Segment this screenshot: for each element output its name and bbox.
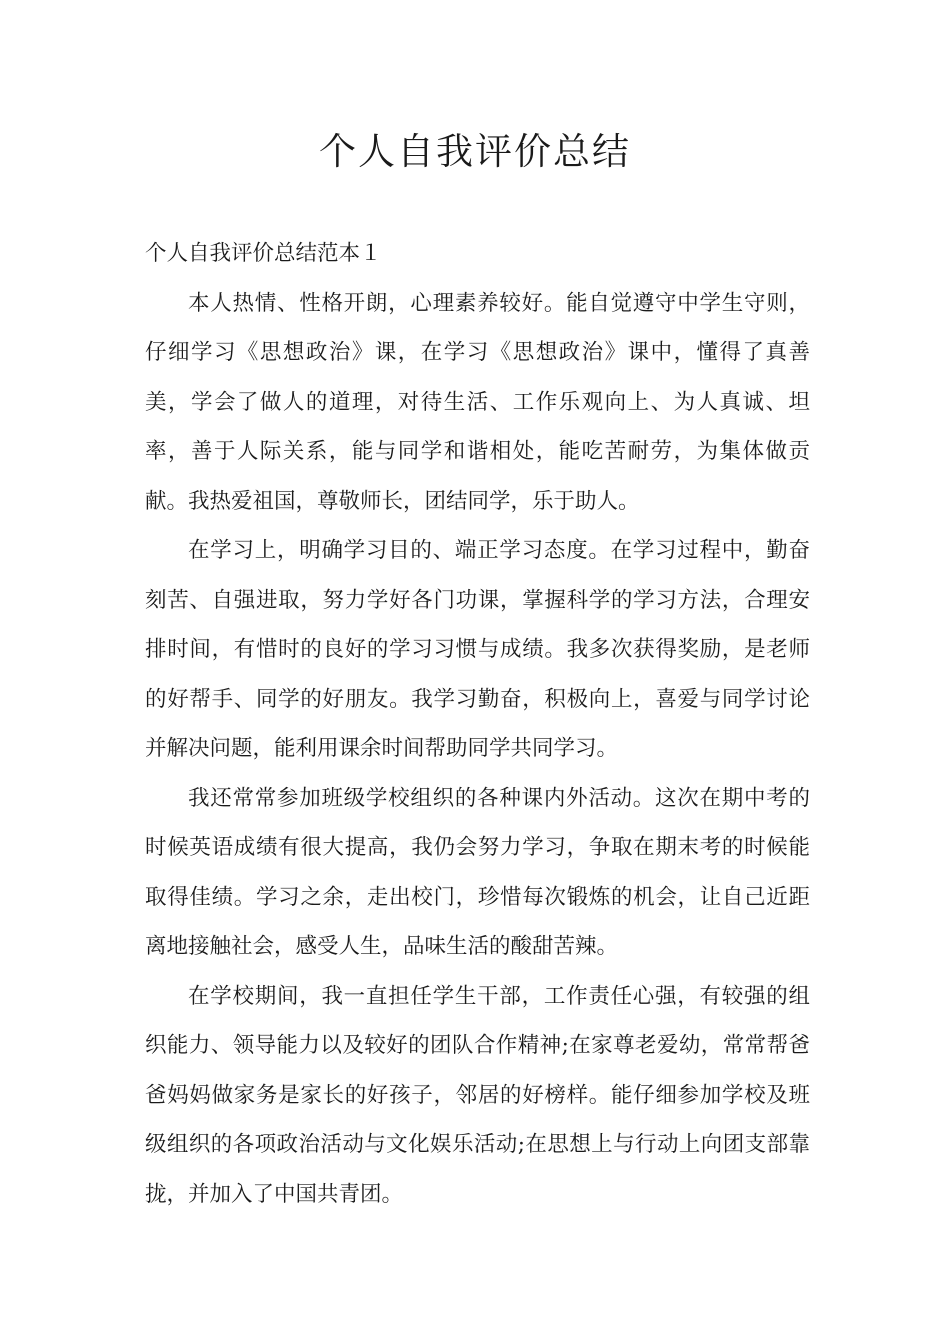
- paragraph-1: 本人热情、性格开朗，心理素养较好。能自觉遵守中学生守则，仔细学习《思想政治》课，在学习《思想政治》课中，懂得了真善美，学会了做人的道理，对待生活、工作乐观向上、为人真诚、坦率，善于人际关系，能与同学和谐相处，能吃苦耐劳，为集体做贡献。我热爱祖国，尊敬师长，团结同学，乐于助人。: [145, 290, 810, 514]
- document-body: [145, 229, 810, 1219]
- document-title: 个人自我评价总结: [319, 130, 631, 173]
- section-heading: 个人自我评价总结范本１: [145, 241, 382, 266]
- paragraph-2: 在学习上，明确学习目的、端正学习态度。在学习过程中，勤奋刻苦、自强进取，努力学好各门功课，掌握科学的学习方法，合理安排时间，有惜时的良好的学习习惯与成绩。我多次获得奖励，是老师的好帮手、同学的好朋友。我学习勤奋，积极向上，喜爱与同学讨论并解决问题，能利用课余时间帮助同学共同学习。: [145, 538, 810, 761]
- paragraph-4: 在学校期间，我一直担任学生干部，工作责任心强，有较强的组织能力、领导能力以及较好的团队合作精神;在家尊老爱幼，常常帮爸爸妈妈做家务是家长的好孩子，邻居的好榜样。能仔细参加学校及班级组织的各项政治活动与文化娱乐活动;在思想上与行动上向团支部靠拢，并加入了中国共青团。: [145, 983, 810, 1207]
- paragraph-3: 我还常常参加班级学校组织的各种课内外活动。这次在期中考的时候英语成绩有很大提高，我仍会努力学习，争取在期末考的时候能取得佳绩。学习之余，走出校门，珍惜每次锻炼的机会，让自己近距离地接触社会，感受人生，品味生活的酸甜苦辣。: [145, 785, 810, 959]
